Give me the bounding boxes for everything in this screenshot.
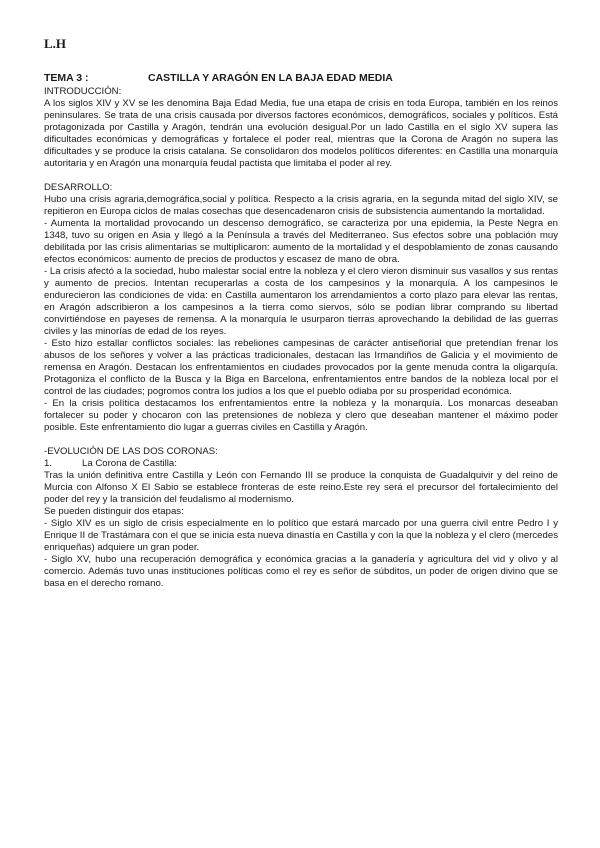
- intro-paragraph: A los siglos XIV y XV se les denomina Baja Edad Media, fue una etapa de crisis en toda Europa, también en los reinos peninsulares. Se trata de una crisis causada por diversos factores económicos, demográficos, sociales y políticos. Está protagonizada por Castilla y Aragón, tendrán una evolución desigual.Por un lado Castilla en el siglo XV supera las dificultades económicas y demográficas y fortalece el poder real, mientras que la Corona de Aragón no supera las dificultades y se produce la crisis catalana. Se consolidaron dos modelos políticos diferentes: en Castilla una monarquía autoritaria y en Aragón una monarquía feudal pactista que limitaba el poder al rey.: [44, 98, 558, 169]
- development-point: - Esto hizo estallar conflictos sociales: las rebeliones campesinas de carácter antiseñorial que pretendían frenar los abusos de los señores y volver a las prácticas tradicionales, destacan las Irmandiños de Galicia y el movimiento de remensa en Aragón. Destacan los enfrentamientos en ciudades provocados por la gente menuda contra la oligarquía. Protagoniza el conflicto de la Busca y la Biga en Barcelona, enfrentamientos entre bandos de la nobleza local por el control de las ciudades; pogromos contra los judíos a los que el pueblo odiaba por su prosperidad económica.: [44, 338, 558, 397]
- stages-intro: Se pueden distinguir dos etapas:: [44, 506, 184, 517]
- item-number: 1.: [44, 458, 53, 469]
- evolution-heading: -EVOLUCIÓN DE LAS DOS CORONAS:: [44, 446, 218, 457]
- evolution-paragraph: Tras la unión definitiva entre Castilla y León con Fernando III se produce la conquista de Guadalquivir y del reino de Murcia con Alfonso X El Sabio se establece fronteras de este reino.Este rey será el precursor del fortalecimiento del poder del rey y la transición del feudalismo al modernismo.: [44, 470, 558, 505]
- development-heading: DESARROLLO:: [44, 182, 113, 193]
- evolution-item-heading: [44, 458, 558, 470]
- title-number: TEMA 3 :: [44, 72, 89, 84]
- intro-heading: INTRODUCCIÓN:: [44, 86, 122, 97]
- spacer: [44, 434, 558, 446]
- stage-item: - Siglo XIV es un siglo de crisis especialmente en lo político que estará marcado por una guerra civil entre Pedro I y Enrique II de Trastámara con el que se inicia esta nueva dinastía en Castilla y con la que la nobleza y el clero (mercedes enriqueñas) adquiere un gran poder.: [44, 518, 558, 553]
- development-point: - Aumenta la mortalidad provocando un descenso demográfico, se caracteriza por una epidemia, la Peste Negra en 1348, tuvo su origen en Asia y llegó a la Península a través del Mediterraneo. Sus efectos sobre una población muy debilitada por las crisis alimentarias se multiplicaron: aumento de la mortalidad y el despoblamiento de zonas causando efectos económicos: aumento de precios de productos y escasez de mano de obra.: [44, 218, 558, 265]
- item-title: La Corona de Castilla:: [82, 458, 177, 469]
- document-body: [44, 86, 558, 590]
- spacer: [44, 170, 558, 182]
- development-paragraph: Hubo una crisis agraria,demográfica,social y política. Respecto a la crisis agraria, en la segunda mitad del siglo XIV, se repitieron en Europa ciclos de malas cosechas que desencadenaron crisis de subsistencia aumentando la mortalidad.: [44, 194, 558, 217]
- stage-item: - Siglo XV, hubo una recuperación demográfica y económica gracias a la ganadería y agricultura del vid y olivo y al comercio. Además tuvo unas instituciones políticas como el rey es señor de súbditos, un poder de origen divino que se basa en el derecho romano.: [44, 554, 558, 589]
- development-point: - En la crisis política destacamos los enfrentamientos entre la nobleza y la monarquía. Los monarcas deseaban fortalecer su poder y chocaron con las pretensiones de nobleza y clero que deseaban mantener el máximo poder posible. Este enfrentamiento dio lugar a guerras civiles en Castilla y Aragón.: [44, 398, 558, 433]
- title-text: CASTILLA Y ARAGÓN EN LA BAJA EDAD MEDIA: [148, 72, 393, 84]
- header-initials: L.H: [44, 36, 67, 51]
- document-title: [44, 72, 564, 84]
- development-point: - La crisis afectó a la sociedad, hubo malestar social entre la nobleza y el clero vieron disminuir sus vasallos y sus rentas y aumento de precios. Intentan recuperarlas a costa de los campesinos y la monarquía. A los campesinos le endurecieron las condiciones de vida: en Castilla aumentaron los arrendamientos a corto plazo para elevar las rentas, en Aragón adscribieron a los campesinos a la tierra como siervos, sólo se podían librar comprando su libertad convirtiéndose en payeses de remensa. A la monarquía le usurparon tierras aprovechando la debilidad de las guerras civiles y las minorías de edad de los reyes.: [44, 266, 558, 337]
